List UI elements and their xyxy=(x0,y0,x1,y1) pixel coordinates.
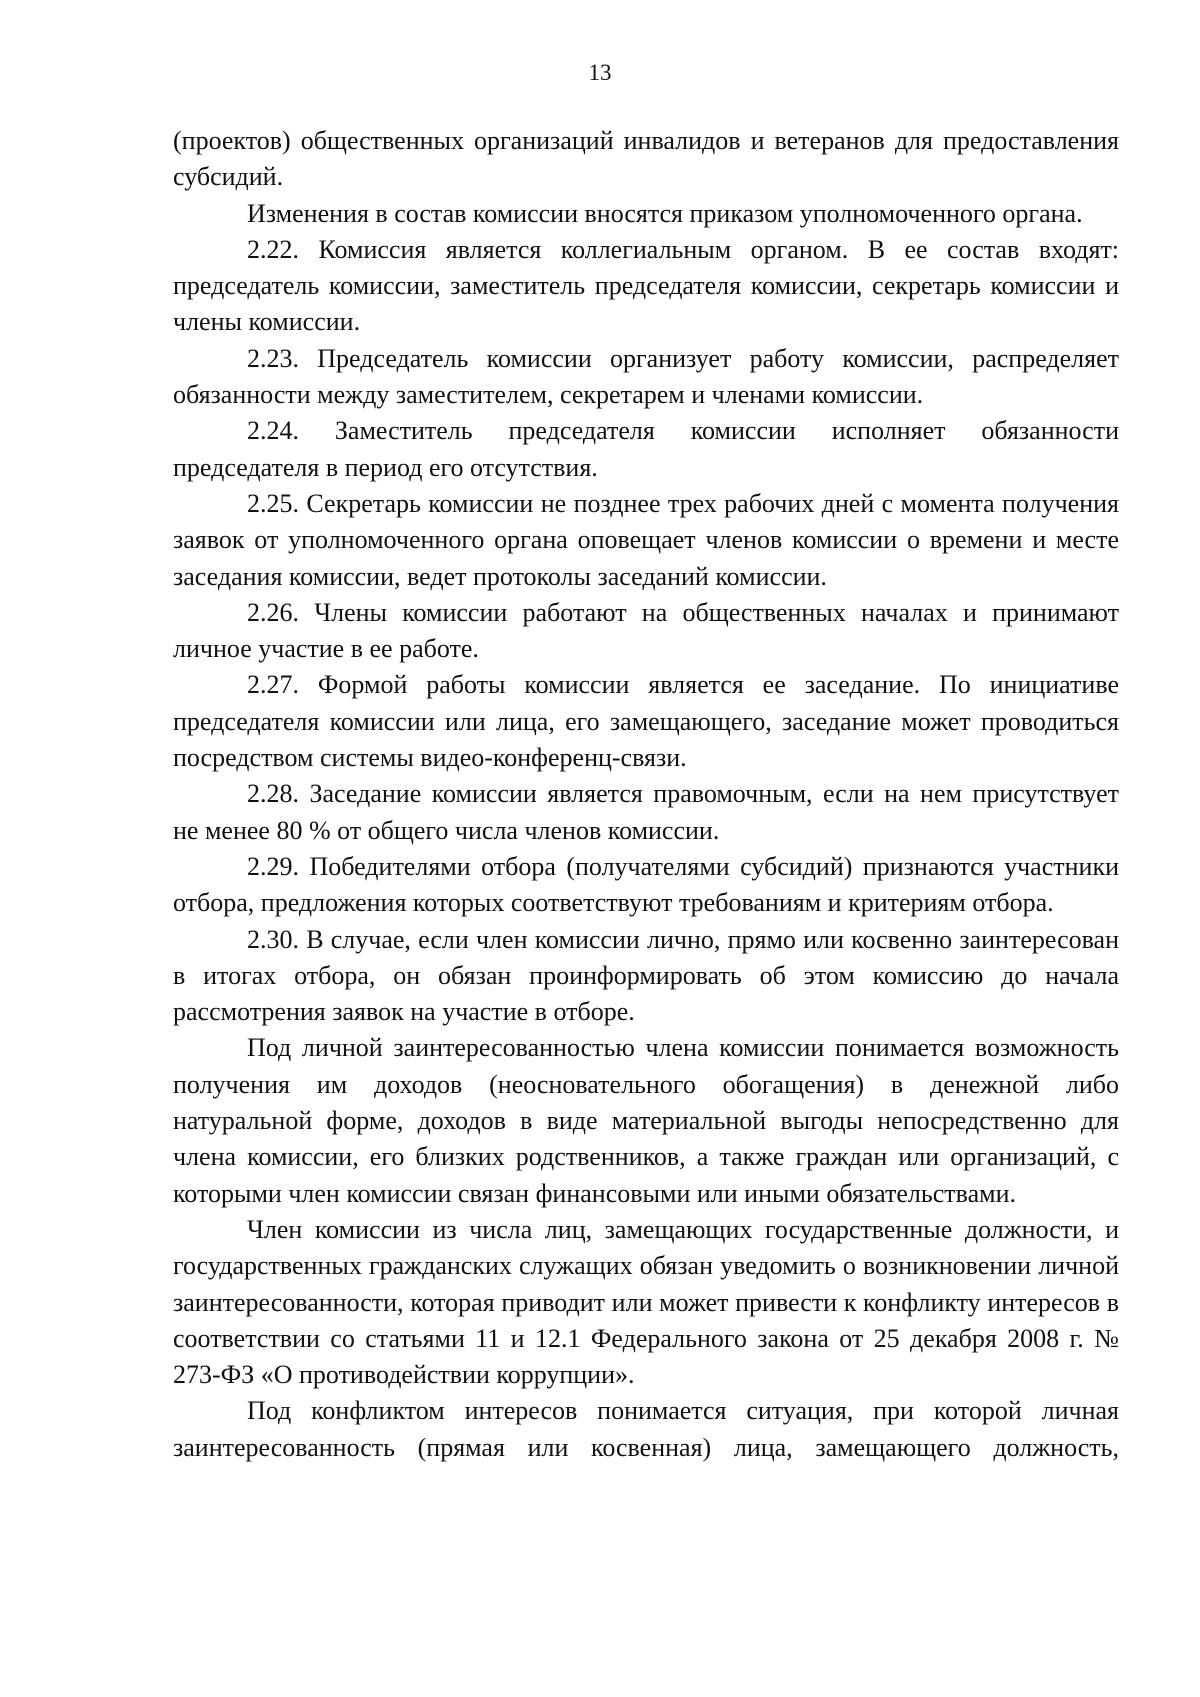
paragraph-notification-duty: Член комиссии из числа лиц, замещающих государственные должности, и государственных гражданских служащих обязан уведомить о возникновении личной заинтересованности, которая приводит или может привести к конфликту интересов в соответствии со статьями 11 и 12.1 Федерального закона от 25 декабря 2008 г. № 273-ФЗ «О противодействии коррупции». xyxy=(173,1214,1119,1390)
paragraph-2-23: 2.23. Председатель комиссии организует работу комиссии, распределяет обязанности между заместителем, секретарем и членами комиссии. xyxy=(173,343,1119,410)
paragraph-2-22: 2.22. Комиссия является коллегиальным органом. В ее состав входят: председатель комиссии, заместитель председателя комиссии, секретарь комиссии и члены комиссии. xyxy=(173,234,1119,337)
paragraph-2-29: 2.29. Победителями отбора (получателями субсидий) признаются участники отбора, предложения которых соответствуют требованиям и критериям отбора. xyxy=(173,851,1119,918)
paragraph-2-27: 2.27. Формой работы комиссии является ее заседание. По инициативе председателя комиссии или лица, его замещающего, заседание может проводиться посредством системы видео-конференц-связи. xyxy=(173,670,1119,773)
paragraph-2-30: 2.30. В случае, если член комиссии лично, прямо или косвенно заинтересован в итогах отбора, он обязан проинформировать об этом комиссию до начала рассмотрения заявок на участие в отборе. xyxy=(173,924,1119,1027)
paragraph-conflict-of-interest: Под конфликтом интересов понимается ситуация, при которой личная заинтересованность (прямая или косвенная) лица, замещающего должность, xyxy=(173,1396,1119,1462)
paragraph-commission-changes: Изменения в состав комиссии вносятся приказом уполномоченного органа. xyxy=(247,198,1083,228)
paragraph-continuation: (проектов) общественных организаций инвалидов и ветеранов для предоставления субсидий. xyxy=(173,126,1119,192)
paragraph-2-28: 2.28. Заседание комиссии является правомочным, если на нем присутствует не менее 80 % от общего числа членов комиссии. xyxy=(173,779,1119,845)
page-number: 13 xyxy=(588,60,612,85)
document-body xyxy=(173,123,1119,1466)
paragraph-personal-interest: Под личной заинтересованностью члена комиссии понимается возможность получения им доходов (неосновательного обогащения) в денежной либо натуральной форме, доходов в виде материальной выгоды непосредственно для члена комиссии, его близких родственников, а также граждан или организаций, с которыми член комиссии связан финансовыми или иными обязательствами. xyxy=(173,1033,1119,1208)
paragraph-2-25: 2.25. Секретарь комиссии не позднее трех рабочих дней с момента получения заявок от уполномоченного органа оповещает членов комиссии о времени и месте заседания комиссии, ведет протоколы заседаний комиссии. xyxy=(173,488,1119,591)
paragraph-2-26: 2.26. Члены комиссии работают на общественных началах и принимают личное участие в ее работе. xyxy=(173,597,1119,664)
paragraph-2-24: 2.24. Заместитель председателя комиссии исполняет обязанности председателя в период его отсутствия. xyxy=(173,416,1119,482)
